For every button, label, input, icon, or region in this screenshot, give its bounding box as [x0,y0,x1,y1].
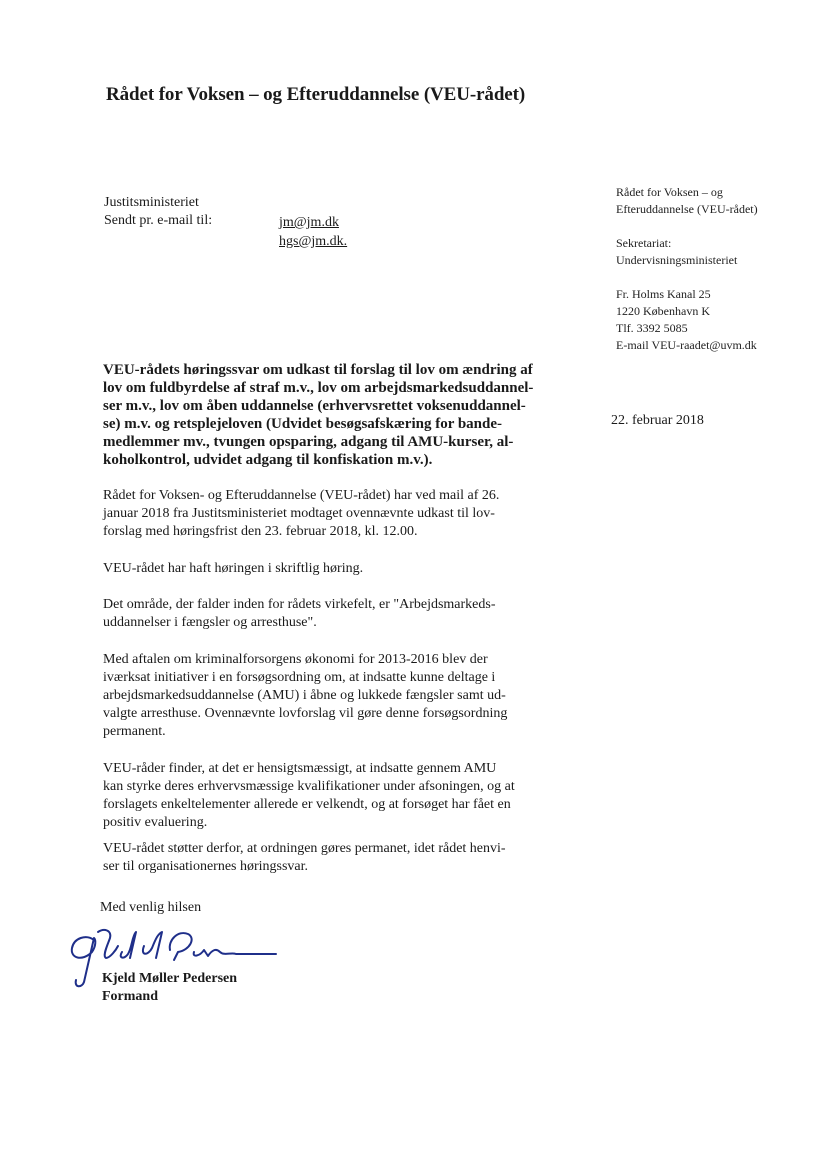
recipient-block [104,194,279,230]
body-line: positiv evaluering. [103,815,208,831]
document-title: Rådet for Voksen – og Efteruddannelse (VEU-rådet) [106,84,526,105]
email-link-jm[interactable]: jm@jm.dk [279,215,339,230]
heading-line: ser m.v., lov om åben uddannelse (erhvervsrettet voksenuddannel- [103,398,526,415]
body-line: arbejdsmarkedsuddannelse (AMU) i åbne og lukkede fængsler samt ud- [103,688,506,704]
body-line: Med aftalen om kriminalforsorgens økonomi for 2013-2016 blev der [103,652,488,667]
body-line: forslagets enkeltelementer allerede er velkendt, og at forsøget har fået en [103,797,511,813]
sender-sidebar [616,184,816,371]
recipient-name: Justitsministeriet [104,195,199,210]
signer-role: Formand [102,989,158,1004]
body-line: forslag med høringsfrist den 23. februar 2018, kl. 12.00. [103,524,418,540]
address-line: Tlf. 3392 5085 [616,321,688,335]
body-line: Rådet for Voksen- og Efteruddannelse (VEU-rådet) har ved mail af 26. [103,488,500,503]
closing-greeting: Med venlig hilsen [100,900,202,915]
secretariat-line: Undervisningsministeriet [616,253,738,267]
body-line: VEU-råder finder, at det er hensigtsmæssigt, at indsatte gennem AMU [103,761,497,776]
sender-org-line: Rådet for Voksen – og [616,185,723,199]
subject-heading [103,361,563,470]
sender-org [616,184,816,218]
body-line: valgte arresthuse. Ovennævnte lovforslag vil gøre denne forsøgsordning [103,706,508,722]
body-line: permanent. [103,724,166,740]
body-line: VEU-rådet støtter derfor, at ordningen gøres permanet, idet rådet henvi- [103,841,506,856]
address-email: E-mail VEU-raadet@uvm.dk [616,338,757,352]
paragraph-agreement [103,651,573,741]
paragraph-assessment [103,760,573,832]
body-line: iværksat initiativer i en forsøgsordning om, at indsatte kunne deltage i [103,670,496,686]
sender-secretariat [616,235,816,269]
heading-line: medlemmer mv., tvungen opsparing, adgang til AMU-kurser, al- [103,434,514,451]
address-line: Fr. Holms Kanal 25 [616,287,711,301]
body-line: uddannelser i fængsler og arresthuse". [103,615,317,631]
secretariat-line: Sekretariat: [616,236,672,250]
sender-org-line: Efteruddannelse (VEU-rådet) [616,202,758,216]
paragraph-scope [103,596,573,632]
sender-address [616,286,816,354]
body-line: kan styrke deres erhvervsmæssige kvalifikationer under afsoningen, og at [103,779,515,795]
letter-date: 22. februar 2018 [611,413,704,428]
address-line: 1220 København K [616,304,710,318]
sent-label: Sendt pr. e-mail til: [104,213,213,228]
recipient-emails [279,213,347,251]
body-line: ser til organisationernes høringssvar. [103,859,309,875]
signer-block [102,970,237,1006]
heading-line: VEU-rådets høringssvar om udkast til forslag til lov om ændring af [103,362,533,378]
paragraph-hearing [103,560,573,578]
email-link-hgs[interactable]: hgs@jm.dk. [279,234,348,249]
paragraph-received [103,487,573,541]
signer-name: Kjeld Møller Pedersen [102,971,238,986]
heading-line: lov om fuldbyrdelse af straf m.v., lov om arbejdsmarkedsuddannel- [103,380,534,397]
heading-line: koholkontrol, udvidet adgang til konfiskation m.v.). [103,452,433,469]
body-line: januar 2018 fra Justitsministeriet modtaget ovennævnte udkast til lov- [103,506,495,522]
heading-line: se) m.v. og retsplejeloven (Udvidet besøgsafskæring for bande- [103,416,503,433]
body-line: Det område, der falder inden for rådets virkefelt, er "Arbejdsmarkeds- [103,597,496,612]
paragraph-support [103,840,573,876]
body-line: VEU-rådet har haft høringen i skriftlig høring. [103,561,364,576]
